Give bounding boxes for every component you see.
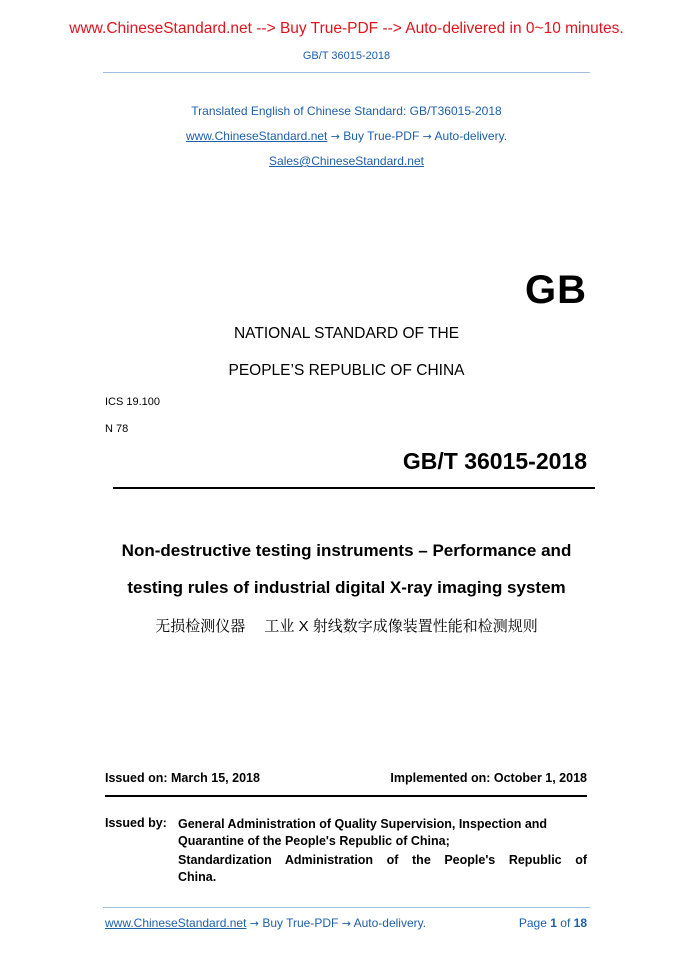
ics-code: ICS 19.100 [105, 396, 161, 408]
footer-links [105, 916, 426, 930]
issued-by-label: Issued by: [105, 816, 167, 830]
arrow-right-icon: → [341, 917, 351, 930]
standard-number: GB/T 36015-2018 [402, 448, 587, 474]
dates-divider [105, 795, 587, 797]
footer-divider [103, 907, 590, 908]
arrow-right-icon: → [330, 130, 340, 143]
title-english-line-2: testing rules of industrial digital X-ray imaging system [127, 578, 566, 597]
sales-email-link[interactable]: Sales@ChineseStandard.net [269, 154, 424, 168]
page-current: 1 [550, 916, 557, 930]
auto-delivery-text: Auto-delivery. [434, 129, 508, 143]
ccs-code: N 78 [105, 423, 129, 435]
site-link[interactable]: www.ChineseStandard.net [185, 129, 328, 143]
translation-note: Translated English of Chinese Standard: GB/T36015-2018 [191, 104, 502, 118]
buy-true-pdf-text: Buy True-PDF [343, 129, 420, 143]
issuer-line: Standardization Administration of the People's Republic of [178, 853, 587, 867]
page-label: Page [518, 916, 547, 930]
page-total: 18 [573, 916, 587, 930]
gb-mark: GB [525, 268, 587, 312]
issued-on-date: Issued on: March 15, 2018 [105, 771, 260, 785]
arrow-right-icon: → [249, 917, 259, 930]
standard-number-divider [113, 487, 595, 489]
sales-email-line [0, 154, 693, 168]
header-divider [103, 72, 590, 73]
national-standard-line-2: PEOPLE’S REPUBLIC OF CHINA [228, 362, 465, 379]
header-standard-code: GB/T 36015-2018 [302, 50, 391, 62]
footer-site-link[interactable]: www.ChineseStandard.net [105, 916, 247, 930]
national-standard-line-1: NATIONAL STANDARD OF THE [233, 325, 460, 342]
title-english-line-1: Non-destructive testing instruments – Performance and [121, 541, 572, 560]
issuer-line: General Administration of Quality Supervision, Inspection and [178, 817, 548, 831]
top-banner-link[interactable]: www.ChineseStandard.net --> Buy True-PDF --> Auto-delivered in 0~10 minutes. [69, 20, 624, 37]
issuer-line: Quarantine of the People's Republic of China; [178, 834, 450, 848]
buy-line [0, 129, 693, 143]
footer-auto-delivery-text: Auto-delivery. [353, 916, 427, 930]
footer-buy-text: Buy True-PDF [262, 916, 339, 930]
of-label: of [560, 916, 571, 930]
implemented-on-date: Implemented on: October 1, 2018 [390, 771, 587, 785]
arrow-right-icon: → [422, 130, 432, 143]
issuer-line: China. [178, 870, 217, 884]
page-indicator [519, 916, 587, 930]
title-chinese: 无损检测仪器 工业 X 射线数字成像装置性能和检测规则 [155, 618, 538, 635]
